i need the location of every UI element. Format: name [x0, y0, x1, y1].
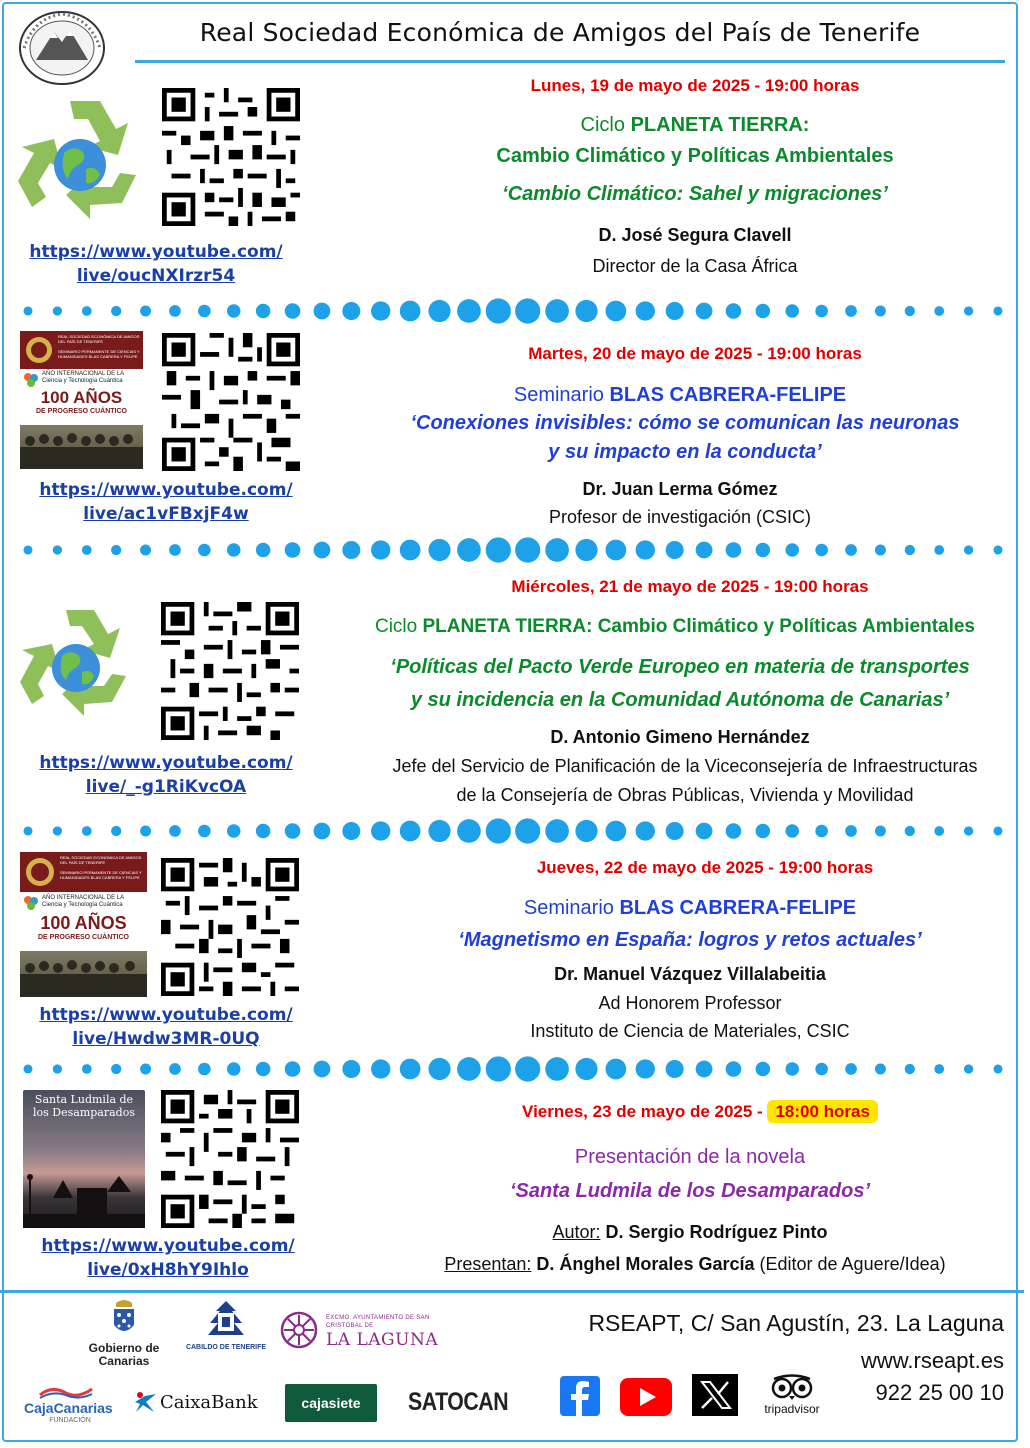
divider-dot — [82, 306, 92, 316]
dotted-divider — [18, 818, 1008, 844]
divider-dot — [964, 1064, 973, 1073]
divider-dot — [198, 305, 211, 318]
author-label: Autor: — [552, 1222, 601, 1242]
address-text: RSEAPT, C/ San Agustín, 23. La Laguna — [588, 1310, 1004, 1336]
speaker-role: Director de la Casa África — [592, 256, 798, 276]
cajasiete-logo: cajasiete — [285, 1384, 377, 1422]
divider-dot — [545, 538, 569, 562]
satocan-logo: SATOCAN — [408, 1388, 509, 1416]
divider-dot — [371, 301, 390, 320]
event-title-line1: ‘Políticas del Pacto Verde Europeo en materia de transportes — [390, 656, 970, 678]
series-prefix: Ciclo — [374, 616, 423, 637]
caixabank-star-icon — [132, 1390, 158, 1416]
divider-dot — [815, 544, 828, 557]
divider-dot — [314, 823, 331, 840]
divider-dot — [400, 1059, 421, 1080]
divider-dot — [636, 301, 655, 320]
divider-dot — [314, 1061, 331, 1078]
divider-dot — [53, 545, 62, 554]
event-date: Miércoles, 21 de mayo de 2025 - 19:00 horas — [511, 577, 869, 596]
divider-dot — [457, 538, 481, 562]
presenter-note: (Editor de Aguere/Idea) — [754, 1254, 946, 1274]
divider-dot — [845, 1063, 857, 1075]
divider-dot — [636, 821, 655, 840]
divider-dot — [227, 543, 241, 557]
tripadvisor-owl-icon[interactable] — [770, 1374, 814, 1400]
divider-dot — [785, 824, 799, 838]
website-link[interactable]: www.rseapt.es — [860, 1348, 1004, 1373]
event-title-line2: y su impacto en la conducta’ — [548, 441, 822, 463]
author-name: D. Sergio Rodríguez Pinto — [600, 1222, 828, 1242]
divider-dot — [993, 1064, 1002, 1073]
youtube-link[interactable]: https://www.youtube.com/ live/Hwdw3MR-0UQ — [39, 1005, 293, 1049]
qr-code-icon[interactable] — [162, 333, 300, 471]
divider-dot — [993, 826, 1002, 835]
qr-code-icon[interactable] — [161, 602, 299, 740]
gobierno-canarias-crest-icon — [108, 1297, 140, 1339]
divider-dot — [256, 1062, 271, 1077]
divider-dot — [342, 822, 360, 840]
divider-dot — [342, 541, 360, 559]
speaker-role-line1: Ad Honorem Professor — [598, 993, 782, 1013]
youtube-link[interactable]: https://www.youtube.com/ live/0xH8hY9Ihlo — [41, 1236, 295, 1280]
divider-dot — [314, 542, 331, 559]
divider-dot — [785, 304, 799, 318]
divider-dot — [726, 823, 742, 839]
divider-dot — [227, 1062, 241, 1076]
series-prefix: Seminario — [513, 384, 610, 406]
x-twitter-icon[interactable] — [692, 1374, 738, 1416]
book-cover-image — [23, 1090, 145, 1228]
divider-dot — [545, 1057, 569, 1081]
divider-dot — [696, 823, 713, 840]
divider-dot — [256, 543, 271, 558]
svg-text:CABILDO DE TENERIFE: CABILDO DE TENERIFE — [185, 1344, 267, 1351]
divider-dot — [785, 1062, 799, 1076]
page-title: Real Sociedad Económica de Amigos del País de Tenerife — [199, 18, 921, 47]
divider-dot — [23, 826, 32, 835]
speaker-role: Profesor de investigación (CSIC) — [548, 507, 812, 527]
recycle-earth-icon — [12, 95, 152, 230]
speaker-role-line2: Instituto de Ciencia de Materiales, CSIC — [530, 1021, 850, 1041]
divider-dot — [82, 545, 92, 555]
divider-dot — [169, 825, 181, 837]
youtube-link[interactable]: https://www.youtube.com/ live/oucNXIrzr54 — [29, 242, 283, 286]
divider-dot — [140, 306, 151, 317]
divider-dot — [53, 826, 62, 835]
divider-dot — [140, 826, 151, 837]
event-title-line1: ‘Conexiones invisibles: cómo se comunican las neuronas — [410, 412, 960, 434]
caixabank-logo: CaixaBank — [160, 1392, 258, 1413]
series-name: PLANETA TIERRA: Cambio Climático y Políticas Ambientales — [422, 616, 976, 637]
divider-dot — [606, 1059, 627, 1080]
divider-dot — [515, 818, 540, 843]
divider-dot — [905, 306, 915, 316]
divider-dot — [964, 826, 973, 835]
divider-dot — [545, 299, 569, 323]
event-title-line2: y su incidencia en la Comunidad Autónoma de Canarias’ — [410, 689, 950, 711]
divider-dot — [285, 1061, 301, 1077]
divider-dot — [515, 1056, 540, 1081]
divider-dot — [606, 540, 627, 561]
divider-dot — [457, 819, 481, 843]
cabildo-tenerife-logo — [185, 1297, 267, 1361]
divider-dot — [545, 819, 569, 843]
dotted-divider — [18, 1056, 1008, 1082]
event-title: ‘Magnetismo en España: logros y retos actuales’ — [458, 929, 922, 951]
divider-dot — [666, 822, 684, 840]
divider-dot — [993, 306, 1002, 315]
divider-dot — [428, 300, 450, 322]
divider-dot — [575, 539, 597, 561]
divider-dot — [666, 302, 684, 320]
divider-dot — [111, 306, 121, 316]
series-line: Presentación de la novela — [574, 1146, 806, 1168]
divider-dot — [515, 298, 540, 323]
divider-dot — [23, 545, 32, 554]
divider-dot — [111, 1064, 121, 1074]
divider-dot — [227, 304, 241, 318]
divider-dot — [934, 1064, 944, 1074]
cajacanarias-sub: FUNDACIÓN — [49, 1417, 91, 1424]
divider-dot — [342, 1060, 360, 1078]
divider-dot — [785, 543, 799, 557]
divider-dot — [934, 826, 944, 836]
poster-big: 100 AÑOS — [40, 913, 127, 933]
quantum-poster-image: REAL SOCIEDAD ECONÓMICA DE AMIGOS DEL PAÍS DE TENERIFE SEMINARIO PERMANENTE DE CIENCIAS Y HUMANIDADES BLAS CABRERA Y FELIPE AÑO INTERNACIONAL DE LA Ciencia y Tecnología Cuántica 100 AÑOS DE PROGRESO CUÁNTICO — [20, 331, 143, 473]
divider-dot — [256, 824, 271, 839]
divider-dot — [169, 544, 181, 556]
laguna-small-text: EXCMO. AYUNTAMIENTO DE SAN CRISTÓBAL DE — [326, 1315, 430, 1329]
event-date: Lunes, 19 de mayo de 2025 - 19:00 horas — [530, 76, 860, 95]
divider-dot — [371, 821, 390, 840]
divider-dot — [575, 300, 597, 322]
divider-dot — [934, 545, 944, 555]
divider-dot — [342, 302, 360, 320]
divider-dot — [198, 1063, 211, 1076]
speaker-name: D. Antonio Gimeno Hernández — [550, 727, 810, 747]
event-date: Martes, 20 de mayo de 2025 - 19:00 horas — [528, 344, 862, 363]
divider-dot — [285, 303, 301, 319]
divider-dot — [457, 1057, 481, 1081]
series-name: BLAS CABRERA-FELIPE — [619, 897, 857, 919]
divider-dot — [726, 1061, 742, 1077]
society-crest-logo — [14, 8, 110, 88]
dotted-divider — [18, 537, 1008, 563]
divider-dot — [636, 540, 655, 559]
time-highlight-badge: 18:00 horas — [767, 1100, 878, 1123]
divider-dot — [428, 820, 450, 842]
divider-dot — [285, 542, 301, 558]
presenters-label: Presentan: — [444, 1254, 532, 1274]
divider-dot — [198, 544, 211, 557]
divider-dot — [696, 542, 713, 559]
divider-dot — [53, 1064, 62, 1073]
poster-sub: DE PROGRESO CUÁNTICO — [37, 934, 129, 941]
divider-dot — [82, 826, 92, 836]
divider-dot — [666, 1060, 684, 1078]
tripadvisor-logo: tripadvisor — [764, 1402, 820, 1416]
series-prefix: Ciclo — [580, 114, 631, 136]
divider-dot — [993, 545, 1002, 554]
speaker-role-line2: de la Consejería de Obras Públicas, Vivienda y Movilidad — [456, 785, 914, 805]
divider-dot — [696, 303, 713, 320]
cajacanarias-waves-icon — [38, 1385, 94, 1399]
divider-dot — [140, 545, 151, 556]
divider-dot — [756, 1062, 771, 1077]
qr-code-icon[interactable] — [161, 858, 299, 996]
divider-dot — [371, 540, 390, 559]
divider-dot — [486, 1056, 511, 1081]
event-title: ‘Santa Ludmila de los Desamparados’ — [509, 1180, 871, 1202]
divider-dot — [606, 821, 627, 842]
divider-dot — [314, 303, 331, 320]
presenter-name: D. Ánghel Morales García — [531, 1254, 755, 1274]
poster-big: 100 AÑOS — [40, 388, 123, 407]
youtube-icon[interactable] — [620, 1378, 672, 1416]
book-cover-title: Santa Ludmila de los Desamparados — [33, 1093, 135, 1119]
youtube-link[interactable]: https://www.youtube.com/ live/_-g1RiKvcOA — [39, 753, 293, 797]
divider-dot — [606, 301, 627, 322]
qr-code-icon[interactable] — [161, 1090, 299, 1228]
divider-dot — [227, 824, 241, 838]
divider-dot — [428, 539, 450, 561]
facebook-icon[interactable] — [560, 1376, 600, 1416]
series-name: BLAS CABRERA-FELIPE — [609, 384, 847, 406]
header-divider — [135, 60, 1005, 63]
divider-dot — [905, 826, 915, 836]
divider-dot — [696, 1061, 713, 1078]
divider-dot — [371, 1059, 390, 1078]
divider-dot — [169, 305, 181, 317]
series-name: PLANETA TIERRA: — [630, 114, 810, 136]
divider-dot — [845, 305, 857, 317]
laguna-emblem-icon — [280, 1311, 318, 1349]
dotted-divider — [18, 298, 1008, 324]
divider-dot — [934, 306, 944, 316]
speaker-role-line1: Jefe del Servicio de Planificación de la Viceconsejería de Infraestructuras — [392, 756, 978, 776]
divider-dot — [111, 826, 121, 836]
divider-dot — [400, 821, 421, 842]
divider-dot — [756, 543, 771, 558]
divider-dot — [845, 825, 857, 837]
divider-dot — [815, 305, 828, 318]
divider-dot — [964, 306, 973, 315]
series-prefix: Seminario — [523, 897, 620, 919]
qr-code-icon[interactable] — [162, 88, 300, 226]
divider-dot — [905, 545, 915, 555]
phone-number[interactable]: 922 25 00 10 — [875, 1380, 1004, 1405]
event-date: Viernes, 23 de mayo de 2025 - — [522, 1102, 768, 1121]
divider-dot — [486, 298, 511, 323]
speaker-name: Dr. Juan Lerma Gómez — [582, 479, 778, 499]
divider-dot — [486, 818, 511, 843]
poster-sub: DE PROGRESO CUÁNTICO — [35, 408, 127, 415]
divider-dot — [964, 545, 973, 554]
divider-dot — [400, 301, 421, 322]
divider-dot — [756, 824, 771, 839]
divider-dot — [486, 537, 511, 562]
divider-dot — [875, 545, 886, 556]
divider-dot — [815, 825, 828, 838]
divider-dot — [845, 544, 857, 556]
divider-dot — [169, 1063, 181, 1075]
divider-dot — [111, 545, 121, 555]
divider-dot — [905, 1064, 915, 1074]
divider-dot — [666, 541, 684, 559]
event-title: ‘Cambio Climático: Sahel y migraciones’ — [502, 183, 888, 205]
divider-dot — [875, 1064, 886, 1075]
divider-dot — [815, 1063, 828, 1076]
divider-dot — [82, 1064, 92, 1074]
divider-dot — [23, 306, 32, 315]
divider-dot — [53, 306, 62, 315]
speaker-name: Dr. Manuel Vázquez Villalabeitia — [554, 964, 826, 984]
series-subtitle: Cambio Climático y Políticas Ambientales — [496, 145, 894, 167]
divider-dot — [726, 303, 742, 319]
divider-dot — [575, 1058, 597, 1080]
divider-dot — [457, 299, 481, 323]
divider-dot — [756, 304, 771, 319]
divider-dot — [198, 825, 211, 838]
divider-dot — [875, 306, 886, 317]
divider-dot — [400, 540, 421, 561]
divider-dot — [515, 537, 540, 562]
divider-dot — [875, 826, 886, 837]
cajacanarias-logo: CajaCanarias — [24, 1400, 113, 1416]
divider-dot — [256, 304, 271, 319]
footer-divider — [0, 1290, 1024, 1293]
recycle-earth-icon — [14, 604, 139, 729]
event-date: Jueves, 22 de mayo de 2025 - 19:00 horas — [536, 858, 874, 877]
divider-dot — [575, 820, 597, 842]
divider-dot — [140, 1064, 151, 1075]
laguna-logo: LA LAGUNA — [326, 1330, 439, 1350]
gobierno-canarias-logo: Gobierno de Canarias — [88, 1341, 160, 1368]
youtube-link[interactable]: https://www.youtube.com/ live/ac1vFBxjF4w — [39, 480, 293, 524]
divider-dot — [285, 823, 301, 839]
speaker-name: D. José Segura Clavell — [598, 225, 792, 245]
quantum-poster-image: REAL SOCIEDAD ECONÓMICA DE AMIGOS DEL PAÍS DE TENERIFE SEMINARIO PERMANENTE DE CIENCIAS Y HUMANIDADES BLAS CABRERA Y FELIPE AÑO INTERNACIONAL DE LA Ciencia y Tecnología Cuántica 100 AÑOS DE PROGRESO CUÁNTICO — [20, 852, 147, 999]
divider-dot — [428, 1058, 450, 1080]
divider-dot — [636, 1059, 655, 1078]
divider-dot — [23, 1064, 32, 1073]
divider-dot — [726, 542, 742, 558]
